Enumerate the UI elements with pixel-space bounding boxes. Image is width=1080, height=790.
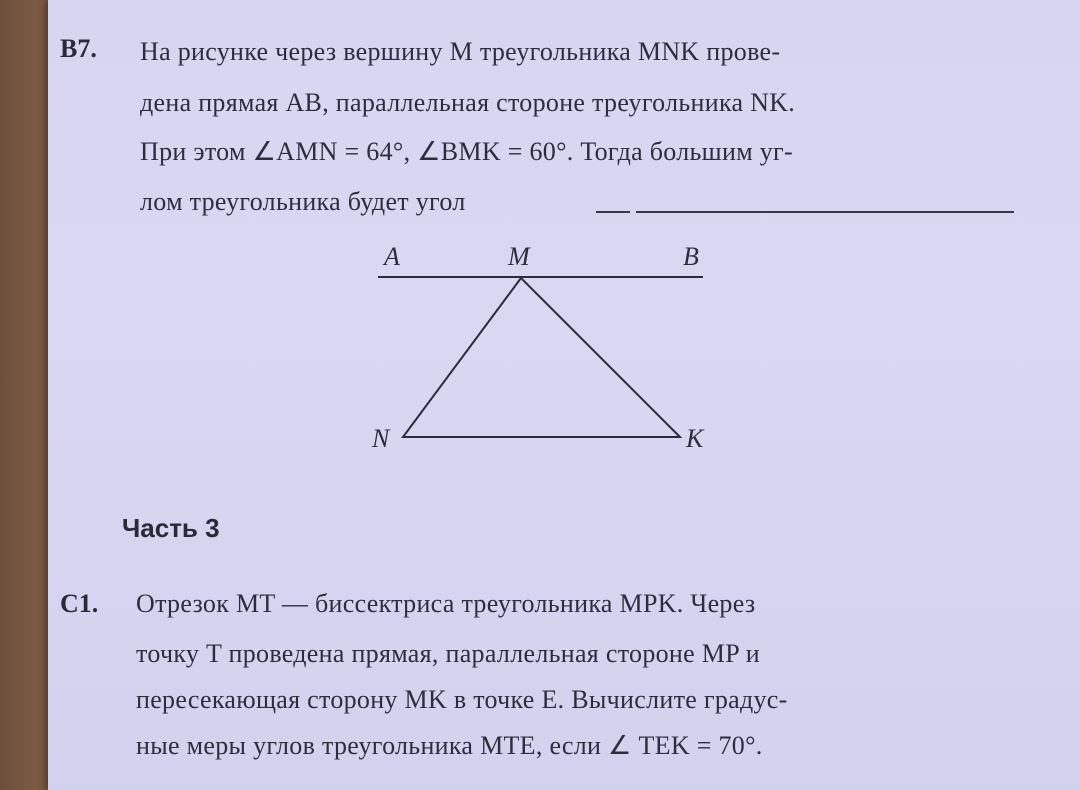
label-a: A xyxy=(384,242,400,271)
section-title: Часть 3 xyxy=(122,513,220,543)
problem-c1-line-3: пересекающая сторону MK в точке E. Вычислите градус- xyxy=(136,685,788,714)
problem-b7-line-4: лом треугольника будет угол xyxy=(140,187,466,216)
label-k: K xyxy=(686,424,704,453)
problem-c1-line-2: точку T проведена прямая, параллельная стороне MP и xyxy=(136,639,761,668)
problem-b7-line-2: дена прямая AB, параллельная стороне треугольника NK. xyxy=(140,88,796,117)
problem-b7-line-1: На рисунке через вершину M треугольника MNK прове- xyxy=(140,37,781,66)
triangle-mnk xyxy=(403,278,680,437)
problem-number-c1: C1. xyxy=(60,589,99,618)
problem-b7-line-3: При этом ∠AMN = 64°, ∠BMK = 60°. Тогда большим уг- xyxy=(140,137,793,166)
label-m: M xyxy=(508,242,530,271)
label-b: B xyxy=(683,242,699,271)
problem-number-b7: B7. xyxy=(60,34,97,63)
problem-c1-line-1: Отрезок MT — биссектриса треугольника MPK. Через xyxy=(136,589,756,618)
label-n: N xyxy=(372,424,390,453)
problem-c1-line-4: ные меры углов треугольника MTE, если ∠ TEK = 70°. xyxy=(136,731,763,760)
